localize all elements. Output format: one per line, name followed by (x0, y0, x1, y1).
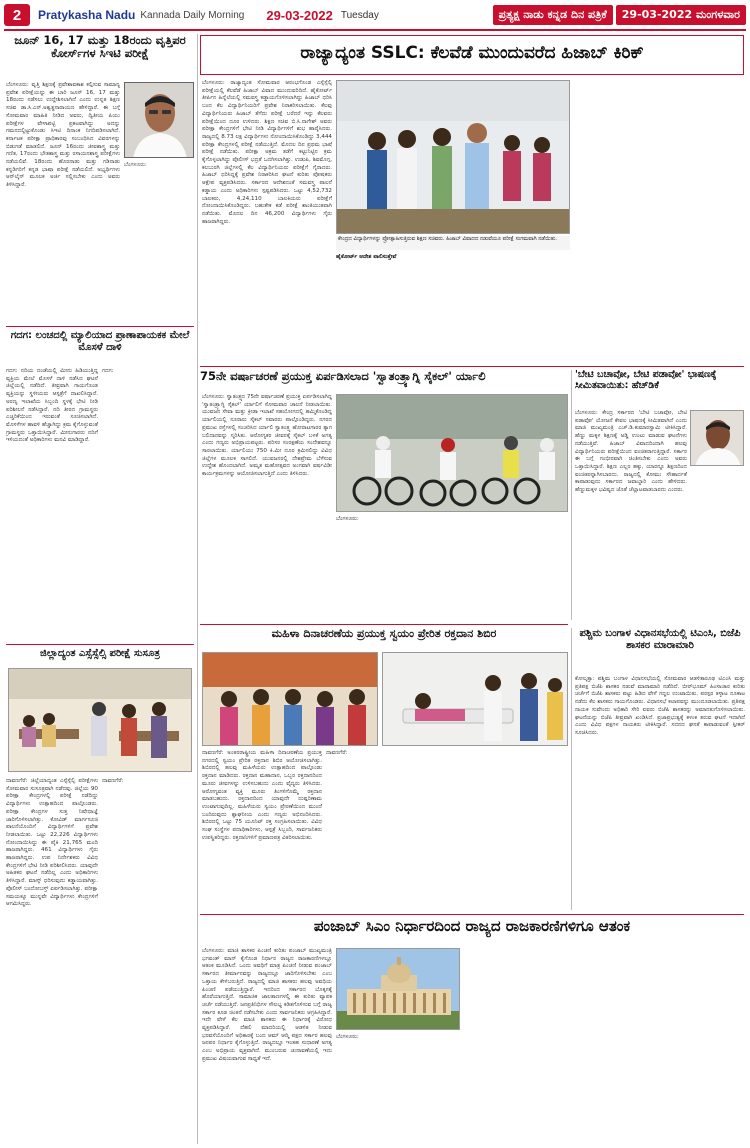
blood-photo-1 (202, 652, 378, 746)
punjab-byline: ಬೆಂಗಳೂರು: (336, 1034, 359, 1040)
headline-sslc-hijab: ರಾಜ್ಯಾದ್ಯಂತ SSLC: ಕೆಲವೆಡೆ ಮುಂದುವರೆದ ಹಿಜಾಬ್ ಕಿರಿಕ್ (200, 35, 744, 75)
headline-district-sslc: ಜಿಲ್ಲಾದ್ಯಂತ ಎಸ್ಸೆಸ್ಸೆಲ್ಸಿ ಪರೀಕ್ಷೆ ಸುಸೂತ್ರ (40, 648, 160, 659)
hdk-photo (690, 410, 744, 466)
headline-bengal: ಪಶ್ಚಿಮ ಬಂಗಾಳ ವಿಧಾನಸಭೆಯಲ್ಲಿ ಟಿಎಂಸಿ, ಬಿಜೆಪಿ ಶಾಸಕರ ಮಾರಾಮಾರಿ (579, 628, 741, 651)
divider-main-2 (200, 624, 568, 625)
body-district-sslc-cont (102, 778, 194, 1140)
body-rally: ಬೆಂಗಳೂರು: ಸ್ವಾತಂತ್ರ್ಯದ 75ನೇ ವರ್ಷಾಚರಣೆ ಪ್ರಯುಕ್ತ ಏರ್ಪಡಿಸಲಾಗಿದ್ದ 'ಸ್ವಾತಂತ್ರ್ಯಾಗ್ನಿ ಸೈಕಲ್' ರ್ಯಾಲಿಗೆ ಸೋಮವಾರ ಚಾಲನೆ ನೀಡಲಾಯಿತು. ಯುವಜನ ಸೇವಾ ಮತ್ತು ಕ್ರೀಡಾ ಇಲಾಖೆ ಸಹಯೋಗದಲ್ಲಿ ಹಮ್ಮಿಕೊಂಡಿದ್ದ ರ್ಯಾಲಿಯಲ್ಲಿ ನೂರಾರು ಸೈಕಲ್ ಸವಾರರು ಪಾಲ್ಗೊಂಡಿದ್ದರು. ನಗರದ ಪ್ರಮುಖ ರಸ್ತೆಗಳಲ್ಲಿ ಸಂಚರಿಸಿದ ರ್ಯಾಲಿ ಸ್ವಾತಂತ್ರ್ಯ ಹೋರಾಟಗಾರರ ತ್ಯಾಗ ಬಲಿದಾನವನ್ನು ಸ್ಮರಿಸಿತು. ಆರೋಗ್ಯಕರ ಜೀವನಕ್ಕೆ ಸೈಕಲ್ ಬಳಕೆ ಅಗತ್ಯ ಎಂದು ಗಣ್ಯರು ಅಭಿಪ್ರಾಯಪಟ್ಟರು. ಪರಿಸರ ಸಂರಕ್ಷಣೆಯ ಸಂದೇಶವನ್ನೂ ಸಾರಲಾಯಿತು. ರ್ಯಾಲಿಯು 750 ಕಿ.ಮೀ ದೂರ ಕ್ರಮಿಸಲಿದ್ದು ವಿವಿಧ ಜಿಲ್ಲೆಗಳ ಮೂಲಕ ಸಾಗಲಿದೆ. ಯುವಜನರಲ್ಲಿ ದೇಶಪ್ರೇಮ ಬೆಳೆಸುವ ಉದ್ದೇಶ ಹೊಂದಲಾಗಿದೆ. ಅಮೃತ ಮಹೋತ್ಸವದ ಅಂಗವಾಗಿ ವರ್ಷವಿಡೀ ಕಾರ್ಯಕ್ರಮಗಳನ್ನು ಆಯೋಜಿಸಲಾಗುತ್ತಿದೆ ಎಂದು ತಿಳಿಸಿದರು. (202, 394, 332, 478)
body-exam-june: ಬೆಂಗಳೂರು: ವೃತ್ತಿ ಶಿಕ್ಷಣಕ್ಕೆ ಪ್ರವೇಶಾವಕಾಶ ಕಲ್ಪಿಸುವ ಸಾಮಾನ್ಯ ಪ್ರವೇಶ ಪರೀಕ್ಷೆಯನ್ನು ಈ ಬಾರಿ ಜೂನ್ 16, 17 ಮತ್ತು 18ರಂದು ನಡೆಸಲು ಉದ್ದೇಶಿಸಲಾಗಿದೆ ಎಂದು ಉನ್ನತ ಶಿಕ್ಷಣ ಸಚಿವ ಡಾ.ಸಿ.ಎನ್.ಅಶ್ವತ್ಥನಾರಾಯಣ ಹೇಳಿದ್ದಾರೆ. ಈ ಬಗ್ಗೆ ಸೋಮವಾರ ಮಾಹಿತಿ ನೀಡಿದ ಅವರು, ದ್ವಿತೀಯ ಪಿಯು ಪರೀಕ್ಷೆಗಳ ವೇಳಾಪಟ್ಟಿ ಪ್ರಕಟವಾಗಿದ್ದು ಅದನ್ನು ಗಮನದಲ್ಲಿಟ್ಟುಕೊಂಡು ಸಿಇಟಿ ದಿನಾಂಕ ನಿಗದಿಪಡಿಸಲಾಗಿದೆ. ಕರ್ನಾಟಕ ಪರೀಕ್ಷಾ ಪ್ರಾಧಿಕಾರವು ಸಂಬಂಧಿಸಿದ ವಿವರಗಳನ್ನು ಬಿಡುಗಡೆ ಮಾಡಲಿದೆ. ಜೂನ್ 16ರಂದು ಜೀವಶಾಸ್ತ್ರ ಮತ್ತು ಗಣಿತ, 17ರಂದು ಭೌತಶಾಸ್ತ್ರ ಮತ್ತು ರಸಾಯನಶಾಸ್ತ್ರ ಪರೀಕ್ಷೆಗಳು ನಡೆಯಲಿವೆ. 18ರಂದು ಹೊರನಾಡು ಮತ್ತು ಗಡಿನಾಡು ಕನ್ನಡಿಗರಿಗೆ ಕನ್ನಡ ಭಾಷಾ ಪರೀಕ್ಷೆ ನಡೆಯಲಿದೆ. ಅಭ್ಯರ್ಥಿಗಳು ಆನ್‌ಲೈನ್ ಮೂಲಕ ಅರ್ಜಿ ಸಲ್ಲಿಸಬೇಕು ಎಂದು ಅವರು ತಿಳಿಸಿದ್ದಾರೆ. (6, 82, 120, 189)
body-beti: ಬೆಂಗಳೂರು: ಕೇಂದ್ರ ಸರ್ಕಾರದ 'ಬೇಟಿ ಬಚಾವೋ, ಬೇಟಿ ಪಡಾವೋ' ಯೋಜನೆ ಕೇವಲ ಭಾಷಣಕ್ಕೆ ಸೀಮಿತವಾಗಿದೆ ಎಂದು ಮಾಜಿ ಮುಖ್ಯಮಂತ್ರಿ ಎಚ್.ಡಿ.ಕುಮಾರಸ್ವಾಮಿ ಟೀಕಿಸಿದ್ದಾರೆ. ಹೆಣ್ಣು ಮಕ್ಕಳ ಶಿಕ್ಷಣಕ್ಕೆ ಅಡ್ಡಿ ಉಂಟು ಮಾಡುವ ಘಟನೆಗಳು ನಡೆಯುತ್ತಿವೆ. ಹಿಜಾಬ್ ವಿವಾದದಿಂದಾಗಿ ಹಲವು ವಿದ್ಯಾರ್ಥಿನಿಯರು ಪರೀಕ್ಷೆಯಿಂದ ವಂಚಿತರಾಗುತ್ತಿದ್ದಾರೆ. ಸರ್ಕಾರ ಈ ಬಗ್ಗೆ ಗಂಭೀರವಾಗಿ ಚಿಂತಿಸಬೇಕು ಎಂದು ಅವರು ಒತ್ತಾಯಿಸಿದ್ದಾರೆ. ಶಿಕ್ಷಣ ಎಲ್ಲರ ಹಕ್ಕು, ಯಾರನ್ನೂ ಶಿಕ್ಷಣದಿಂದ ವಂಚಿತರನ್ನಾಗಿಸಬಾರದು. ರಾಜ್ಯದಲ್ಲಿ ಕೋಮು ಸೌಹಾರ್ದತೆ ಕಾಪಾಡುವುದು ಸರ್ಕಾರದ ಜವಾಬ್ದಾರಿ ಎಂದು ಹೇಳಿದರು. ಹೆಣ್ಣುಮಕ್ಕಳ ಭವಿಷ್ಯದ ಜೊತೆ ಚೆಲ್ಲಾಟವಾಡಬಾರದು ಎಂದರು. (575, 410, 687, 494)
body-sslc-hijab-right (574, 80, 744, 362)
exam-june-byline: ಬೆಂಗಳೂರು: (124, 162, 147, 168)
minister-photo (124, 82, 194, 158)
body-district-sslc: ದಾವಣಗೆರೆ: ಜಿಲ್ಲೆಯಾದ್ಯಂತ ಎಸ್ಸೆಸ್ಸೆಲ್ಸಿ ಪರೀಕ್ಷೆಗಳು ಸೋಮವಾರ ಸುಸೂತ್ರವಾಗಿ ನಡೆದವು. ಜಿಲ್ಲೆಯ 90 ಪರೀಕ್ಷಾ ಕೇಂದ್ರಗಳಲ್ಲಿ ಪರೀಕ್ಷೆ ನಡೆದಿದ್ದು ವಿದ್ಯಾರ್ಥಿಗಳು ಉತ್ಸಾಹದಿಂದ ಪಾಲ್ಗೊಂಡರು. ಪರೀಕ್ಷಾ ಕೇಂದ್ರಗಳ ಸುತ್ತ ನಿಷೇಧಾಜ್ಞೆ ಜಾರಿಗೊಳಿಸಲಾಗಿತ್ತು. ಕೋವಿಡ್ ಮಾರ್ಗಸೂಚಿ ಪಾಲನೆಯೊಂದಿಗೆ ವಿದ್ಯಾರ್ಥಿಗಳಿಗೆ ಪ್ರವೇಶ ನೀಡಲಾಯಿತು. ಒಟ್ಟು 22,226 ವಿದ್ಯಾರ್ಥಿಗಳು ನೋಂದಾಯಿಸಿದ್ದು ಈ ಪೈಕಿ 21,765 ಮಂದಿ ಹಾಜರಾಗಿದ್ದರು. 461 ವಿದ್ಯಾರ್ಥಿಗಳು ಗೈರು ಹಾಜರಾಗಿದ್ದರು. ಉಪ ನಿರ್ದೇಶಕರು ವಿವಿಧ ಕೇಂದ್ರಗಳಿಗೆ ಭೇಟಿ ನೀಡಿ ಪರಿಶೀಲಿಸಿದರು. ಯಾವುದೇ ಅಹಿತಕರ ಘಟನೆ ನಡೆದಿಲ್ಲ ಎಂದು ಅಧಿಕಾರಿಗಳು ತಿಳಿಸಿದ್ದಾರೆ. ಮಾಸ್ಕ್ ಧರಿಸುವುದು ಕಡ್ಡಾಯವಾಗಿತ್ತು. ಪೊಲೀಸ್ ಬಂದೋಬಸ್ತ್ ಏರ್ಪಡಿಸಲಾಗಿತ್ತು. ಪರೀಕ್ಷಾ ಸಮಯಕ್ಕೂ ಮುನ್ನವೇ ವಿದ್ಯಾರ್ಥಿಗಳು ಕೇಂದ್ರಗಳಿಗೆ ಆಗಮಿಸಿದ್ದರು. (6, 778, 98, 908)
headline-exam-june: ಜೂನ್ 16, 17 ಮತ್ತು 18ರಂದು ವೃತ್ತಿಪರ ಕೋರ್ಸ್‌ಗಳ ಸಿಇಟಿ ಪರೀಕ್ಷೆ (14, 33, 186, 61)
body-bengal: ಕೋಲ್ಕತ್ತಾ: ಪಶ್ಚಿಮ ಬಂಗಾಳ ವಿಧಾನಸಭೆಯಲ್ಲಿ ಸೋಮವಾರ ಆಡಳಿತಾರೂಢ ಟಿಎಂಸಿ ಮತ್ತು ಪ್ರತಿಪಕ್ಷ ಬಿಜೆಪಿ ಶಾಸಕರ ನಡುವೆ ಮಾರಾಮಾರಿ ನಡೆದಿದೆ. ಬೀರ್‌ಭೂಮ್ ಹಿಂಸಾಚಾರ ಕುರಿತು ಚರ್ಚೆಗೆ ಬಿಜೆಪಿ ಶಾಸಕರು ಪಟ್ಟು ಹಿಡಿದ ವೇಳೆ ಗದ್ದಲ ಉಂಟಾಯಿತು. ಪರಸ್ಪರ ತಳ್ಳಾಟ ನೂಕಾಟ ನಡೆದು ಕೆಲ ಶಾಸಕರು ಗಾಯಗೊಂಡರು. ವಿಧಾನಸಭೆ ಕಲಾಪವನ್ನು ಮುಂದೂಡಲಾಯಿತು. ಪ್ರತಿಪಕ್ಷ ನಾಯಕ ಸುವೇಂದು ಅಧಿಕಾರಿ ಸೇರಿ ಐವರು ಬಿಜೆಪಿ ಶಾಸಕರನ್ನು ಅಮಾನತುಗೊಳಿಸಲಾಯಿತು. ಘಟನೆಯನ್ನು ಬಿಜೆಪಿ ತೀವ್ರವಾಗಿ ಖಂಡಿಸಿದೆ. ಪ್ರಜಾಪ್ರಭುತ್ವಕ್ಕೆ ಕಳಂಕ ತರುವ ಘಟನೆ ಇದಾಗಿದೆ ಎಂದು ವಿವಿಧ ಪಕ್ಷಗಳ ನಾಯಕರು ಟೀಕಿಸಿದ್ದಾರೆ. ಸದನದ ಘನತೆ ಕಾಪಾಡುವಂತೆ ಸ್ಪೀಕರ್ ಸೂಚಿಸಿದರು. (575, 676, 745, 736)
divider-main-1 (200, 366, 744, 367)
gadag-byline: ಗದಗ: (102, 368, 114, 374)
column-divider-right-mid (571, 628, 572, 910)
body-punjab: ಬೆಂಗಳೂರು: ಮಾಜಿ ಶಾಸಕರ ಪಿಂಚಣಿ ಕುರಿತು ಪಂಜಾಬ್ ಮುಖ್ಯಮಂತ್ರಿ ಭಗವಂತ್ ಮಾನ್ ಕೈಗೊಂಡ ನಿರ್ಧಾರ ರಾಜ್ಯದ ರಾಜಕಾರಣಿಗಳಲ್ಲೂ ಆತಂಕ ಮೂಡಿಸಿದೆ. ಒಂದು ಅವಧಿಗೆ ಮಾತ್ರ ಪಿಂಚಣಿ ನೀಡುವ ಪಂಜಾಬ್ ಸರ್ಕಾರದ ತೀರ್ಮಾನವನ್ನು ರಾಜ್ಯದಲ್ಲೂ ಜಾರಿಗೊಳಿಸಬೇಕು ಎಂಬ ಒತ್ತಾಯ ಕೇಳಿಬರುತ್ತಿದೆ. ರಾಜ್ಯದಲ್ಲಿ ಮಾಜಿ ಶಾಸಕರು ಹಲವು ಅವಧಿಯ ಪಿಂಚಣಿ ಪಡೆಯುತ್ತಿದ್ದಾರೆ. ಇದರಿಂದ ಸರ್ಕಾರದ ಬೊಕ್ಕಸಕ್ಕೆ ಹೊರೆಯಾಗುತ್ತಿದೆ. ಸಾಮಾಜಿಕ ಜಾಲತಾಣಗಳಲ್ಲಿ ಈ ಕುರಿತು ವ್ಯಾಪಕ ಚರ್ಚೆ ನಡೆಯುತ್ತಿದೆ. ಜನಪ್ರತಿನಿಧಿಗಳ ಸೌಲಭ್ಯ ಕಡಿತಗೊಳಿಸುವ ಬಗ್ಗೆ ರಾಜ್ಯ ಸರ್ಕಾರ ಕೂಡ ಚಿಂತನೆ ನಡೆಸಬೇಕು ಎಂದು ಸಾರ್ವಜನಿಕರು ಆಗ್ರಹಿಸಿದ್ದಾರೆ. ಇದೇ ವೇಳೆ ಕೆಲ ಮಾಜಿ ಶಾಸಕರು ಈ ನಿರ್ಧಾರಕ್ಕೆ ವಿರೋಧ ವ್ಯಕ್ತಪಡಿಸಿದ್ದಾರೆ. ದೆಹಲಿ ಮಾದರಿಯಲ್ಲಿ ಆಡಳಿತ ನೀಡುವ ಭರವಸೆಯೊಂದಿಗೆ ಅಧಿಕಾರಕ್ಕೆ ಬಂದ ಆಮ್ ಆದ್ಮಿ ಪಕ್ಷದ ಸರ್ಕಾರ ಹಲವು ಜನಪರ ನಿರ್ಧಾರ ಕೈಗೊಳ್ಳುತ್ತಿದೆ. ರಾಜ್ಯದಲ್ಲೂ ಇಂತಹ ಸುಧಾರಣೆ ಅಗತ್ಯ ಎಂಬ ಅಭಿಪ್ರಾಯ ವ್ಯಕ್ತವಾಗಿದೆ. ಮುಂಬರುವ ಚುನಾವಣೆಯಲ್ಲಿ ಇದು ಪ್ರಮುಖ ವಿಷಯವಾಗುವ ಸಾಧ್ಯತೆ ಇದೆ. (202, 948, 332, 1062)
divider-main-3 (200, 914, 744, 915)
district-sslc-byline: ದಾವಣಗೆರೆ: (102, 778, 124, 784)
body-punjab-col3 (464, 948, 600, 1144)
body-gadag-cont (102, 368, 194, 640)
issue-date: 29-03-2022 (266, 7, 333, 23)
column-divider-right-top (571, 370, 572, 620)
vidhana-soudha-photo (336, 948, 460, 1030)
district-sslc-photo (8, 668, 192, 772)
body-blood-col2 (326, 750, 446, 910)
sslc-hijab-photo (336, 80, 570, 234)
newspaper-name: Pratykasha Nadu (38, 8, 136, 22)
headline-beti: 'ಬೇಟಿ ಬಚಾವೋ, ಬೇಟಿ ಪಡಾವೋ' ಭಾಷಣಕ್ಕೆ ಸೀಮಿತವಾಯಿತು: ಹೆಚ್‌ಡಿಕೆ (575, 369, 717, 391)
blood-photo-2 (382, 652, 568, 746)
body-punjab-col2 (336, 1034, 460, 1144)
body-sslc-hijab: ಬೆಂಗಳೂರು: ರಾಜ್ಯಾದ್ಯಂತ ಸೋಮವಾರ ಆರಂಭಗೊಂಡ ಎಸ್ಸೆಸ್ಸೆಲ್ಸಿ ಪರೀಕ್ಷೆಯಲ್ಲಿ ಕೆಲವೆಡೆ ಹಿಜಾಬ್ ವಿವಾದ ಮುಂದುವರಿದಿದೆ. ಹೈಕೋರ್ಟ್ ತೀರ್ಪಿನ ಹಿನ್ನೆಲೆಯಲ್ಲಿ ಸಮವಸ್ತ್ರ ಕಡ್ಡಾಯಗೊಳಿಸಲಾಗಿದ್ದು ಹಿಜಾಬ್ ಧರಿಸಿ ಬಂದ ಕೆಲ ವಿದ್ಯಾರ್ಥಿನಿಯರಿಗೆ ಪ್ರವೇಶ ನಿರಾಕರಿಸಲಾಯಿತು. ಕೆಲವು ವಿದ್ಯಾರ್ಥಿನಿಯರು ಹಿಜಾಬ್ ತೆಗೆದು ಪರೀಕ್ಷೆ ಬರೆದರೆ ಇನ್ನು ಕೆಲವರು ಪರೀಕ್ಷೆಯಿಂದ ದೂರ ಉಳಿದರು. ಶಿಕ್ಷಣ ಸಚಿವ ಬಿ.ಸಿ.ನಾಗೇಶ್ ಅವರು ಪರೀಕ್ಷಾ ಕೇಂದ್ರಗಳಿಗೆ ಭೇಟಿ ನೀಡಿ ವಿದ್ಯಾರ್ಥಿಗಳಿಗೆ ಶುಭ ಹಾರೈಸಿದರು. ರಾಜ್ಯದಲ್ಲಿ 8.73 ಲಕ್ಷ ವಿದ್ಯಾರ್ಥಿಗಳು ನೋಂದಾಯಿಸಿಕೊಂಡಿದ್ದು 3,444 ಪರೀಕ್ಷಾ ಕೇಂದ್ರಗಳಲ್ಲಿ ಪರೀಕ್ಷೆ ನಡೆಯುತ್ತಿದೆ. ಮೊದಲ ದಿನ ಪ್ರಥಮ ಭಾಷೆ ಪರೀಕ್ಷೆ ನಡೆಯಿತು. ಪರೀಕ್ಷಾ ಅಕ್ರಮ ತಡೆಗೆ ಕಟ್ಟುನಿಟ್ಟಿನ ಕ್ರಮ ಕೈಗೊಳ್ಳಲಾಗಿದ್ದು ಪೊಲೀಸ್ ಭದ್ರತೆ ಒದಗಿಸಲಾಗಿತ್ತು. ಉಡುಪಿ, ಶಿವಮೊಗ್ಗ, ಕಲಬುರಗಿ ಜಿಲ್ಲೆಗಳಲ್ಲಿ ಕೆಲ ವಿದ್ಯಾರ್ಥಿನಿಯರು ಪರೀಕ್ಷೆಗೆ ಗೈರಾದರು. ಹಿಜಾಬ್ ಧರಿಸಿದ್ದಕ್ಕೆ ಪ್ರವೇಶ ನಿರಾಕರಿಸಿದ ಘಟನೆ ಕುರಿತು ಪೋಷಕರು ಆಕ್ಷೇಪ ವ್ಯಕ್ತಪಡಿಸಿದರು. ಸರ್ಕಾರದ ಆದೇಶದಂತೆ ಸಮವಸ್ತ್ರ ಪಾಲನೆ ಕಡ್ಡಾಯ ಎಂದು ಅಧಿಕಾರಿಗಳು ಸ್ಪಷ್ಟಪಡಿಸಿದರು. ಒಟ್ಟು 4,52,732 ಬಾಲಕರು, 4,24,110 ಬಾಲಕಿಯರು ಪರೀಕ್ಷೆಗೆ ನೋಂದಾಯಿಸಿಕೊಂಡಿದ್ದರು. ಬಹುತೇಕ ಕಡೆ ಪರೀಕ್ಷೆ ಶಾಂತಿಯುತವಾಗಿ ನಡೆಯಿತು. ಮೊದಲ ದಿನ 46,200 ವಿದ್ಯಾರ್ಥಿಗಳು ಗೈರು ಹಾಜರಾಗಿದ್ದರು. (202, 80, 332, 225)
column-divider-left (197, 34, 198, 1144)
body-punjab-col4 (604, 948, 744, 1144)
sslc-hijab-caption: ಕೇಂದ್ರದ ವಿದ್ಯಾರ್ಥಿಗಳನ್ನು ಪ್ರೋತ್ಸಾಹಿಸುತ್ತಿರುವ ಶಿಕ್ಷಣ ಸಚಿವರು. ಹಿಜಾಬ್ ವಿವಾದದ ನಡುವೆಯೂ ಪರೀಕ್ಷೆ ಸುಗಮವಾಗಿ ನಡೆಯಿತು. (336, 236, 570, 250)
body-blood-col3 (450, 750, 568, 910)
body-gadag: ಗದಗ: ನದಿಯ ದಂಡೆಯಲ್ಲಿ ಮೀನು ಹಿಡಿಯುತ್ತಿದ್ದ ವ್ಯಕ್ತಿಯ ಮೇಲೆ ಮೊಸಳೆ ದಾಳಿ ನಡೆಸಿದ ಘಟನೆ ಜಿಲ್ಲೆಯಲ್ಲಿ ನಡೆದಿದೆ. ತೀವ್ರವಾಗಿ ಗಾಯಗೊಂಡ ವ್ಯಕ್ತಿಯನ್ನು ಸ್ಥಳೀಯರು ಆಸ್ಪತ್ರೆಗೆ ದಾಖಲಿಸಿದ್ದಾರೆ. ಅರಣ್ಯ ಇಲಾಖೆಯ ಸಿಬ್ಬಂದಿ ಸ್ಥಳಕ್ಕೆ ಭೇಟಿ ನೀಡಿ ಪರಿಶೀಲನೆ ನಡೆಸಿದ್ದಾರೆ. ನದಿ ತೀರದ ಗ್ರಾಮಸ್ಥರು ಎಚ್ಚರಿಕೆಯಿಂದ ಇರುವಂತೆ ಸೂಚಿಸಲಾಗಿದೆ. ಮೊಸಳೆಗಳ ಹಾವಳಿ ಹೆಚ್ಚಾಗಿದ್ದು ಕ್ರಮ ಕೈಗೊಳ್ಳುವಂತೆ ಗ್ರಾಮಸ್ಥರು ಒತ್ತಾಯಿಸಿದ್ದಾರೆ. ಮೀನುಗಾರರು ನದಿಗೆ ಇಳಿಯದಂತೆ ಅಧಿಕಾರಿಗಳು ಮನವಿ ಮಾಡಿದ್ದಾರೆ. (6, 368, 98, 444)
headline-rally: 75ನೇ ವರ್ಷಾಚರಣೆ ಪ್ರಯುಕ್ತ ಏರ್ಪಡಿಸಲಾದ 'ಸ್ವಾತಂತ್ರ್ಯಾಗ್ನಿ ಸೈಕಲ್' ರ್ಯಾಲಿ (200, 369, 486, 383)
rally-photo (336, 394, 568, 512)
hijab-subhead: ಹೈಕೋರ್ಟ್ ಆದೇಶ ಪಾಲಿಸುತ್ತೇವೆ (336, 254, 397, 260)
headline-punjab: ಪಂಜಾಬ್ ಸಿಎಂ ನಿರ್ಧಾರದಿಂದ ರಾಜ್ಯದ ರಾಜಕಾರಣಿಗಳಿಗೂ ಆತಂಕ (313, 917, 631, 935)
headline-blood: ಮಹಿಳಾ ದಿನಾಚರಣೆಯ ಪ್ರಯುಕ್ತ ಸ್ವಯಂ ಪ್ರೇರಿತ ರಕ್ತದಾನ ಶಿಬಿರ (271, 627, 497, 640)
body-rally-cont (336, 516, 568, 620)
divider-left-2 (6, 644, 194, 645)
page-number: 2 (4, 4, 30, 26)
headline-gadag: ಗದಗ: ಲಂಚದಲ್ಲಿ ಮ್ಯಾಲಿಯಾದ ಪ್ರಾಣಾಪಾಯಕಕ ಮೇಲೆ ಮೊಸಳೆ ದಾಳಿ (10, 330, 190, 353)
blood-byline: ದಾವಣಗೆರೆ: (326, 750, 348, 756)
body-sslc-hijab-col2 (336, 254, 450, 362)
body-exam-june-cont (124, 162, 194, 322)
newspaper-subtitle: Kannada Daily Morning (140, 9, 245, 21)
issue-date-kannada: 29-03-2022 ಮಂಗಳವಾರ (616, 5, 746, 25)
masthead (4, 3, 746, 27)
divider-left-1 (6, 326, 194, 327)
issue-day: Tuesday (340, 9, 379, 21)
rally-byline: ಬೆಂಗಳೂರು: (336, 516, 359, 522)
body-blood: ದಾವಣಗೆರೆ: ಅಂತರರಾಷ್ಟ್ರೀಯ ಮಹಿಳಾ ದಿನಾಚರಣೆಯ ಪ್ರಯುಕ್ತ ನಗರದಲ್ಲಿ ಸ್ವಯಂ ಪ್ರೇರಿತ ರಕ್ತದಾನ ಶಿಬಿರ ಆಯೋಜಿಸಲಾಗಿತ್ತು. ಶಿಬಿರದಲ್ಲಿ ಹಲವು ಮಹಿಳೆಯರು ಉತ್ಸಾಹದಿಂದ ಪಾಲ್ಗೊಂಡು ರಕ್ತದಾನ ಮಾಡಿದರು. ರಕ್ತದಾನ ಮಹಾದಾನ, ಒಬ್ಬರ ರಕ್ತದಾನದಿಂದ ಮೂರು ಜೀವಗಳನ್ನು ಉಳಿಸಬಹುದು ಎಂದು ವೈದ್ಯರು ತಿಳಿಸಿದರು. ಆರೋಗ್ಯವಂತ ವ್ಯಕ್ತಿ ಮೂರು ತಿಂಗಳಿಗೊಮ್ಮೆ ರಕ್ತದಾನ ಮಾಡಬಹುದು. ರಕ್ತದಾನದಿಂದ ಯಾವುದೇ ದುಷ್ಪರಿಣಾಮ ಉಂಟಾಗುವುದಿಲ್ಲ. ಮಹಿಳೆಯರು ಸ್ವಯಂ ಪ್ರೇರಣೆಯಿಂದ ಮುಂದೆ ಬಂದಿರುವುದು ಶ್ಲಾಘನೀಯ ಎಂದು ಗಣ್ಯರು ಅಭಿನಂದಿಸಿದರು. ಶಿಬಿರದಲ್ಲಿ ಒಟ್ಟು 75 ಯೂನಿಟ್ ರಕ್ತ ಸಂಗ್ರಹಿಸಲಾಯಿತು. ವಿವಿಧ ಸಂಘ ಸಂಸ್ಥೆಗಳ ಪದಾಧಿಕಾರಿಗಳು, ಆಸ್ಪತ್ರೆ ಸಿಬ್ಬಂದಿ, ಸಾರ್ವಜನಿಕರು ಉಪಸ್ಥಿತರಿದ್ದರು. ರಕ್ತದಾನಿಗಳಿಗೆ ಪ್ರಮಾಣಪತ್ರ ವಿತರಿಸಲಾಯಿತು. (202, 750, 322, 841)
body-sslc-hijab-col3 (454, 254, 570, 362)
masthead-rule (4, 29, 746, 31)
newspaper-name-kannada: ಪ್ರತ್ಯಕ್ಷ ನಾಡು ಕನ್ನಡ ದಿನ ಪತ್ರಿಕೆ (493, 5, 613, 25)
